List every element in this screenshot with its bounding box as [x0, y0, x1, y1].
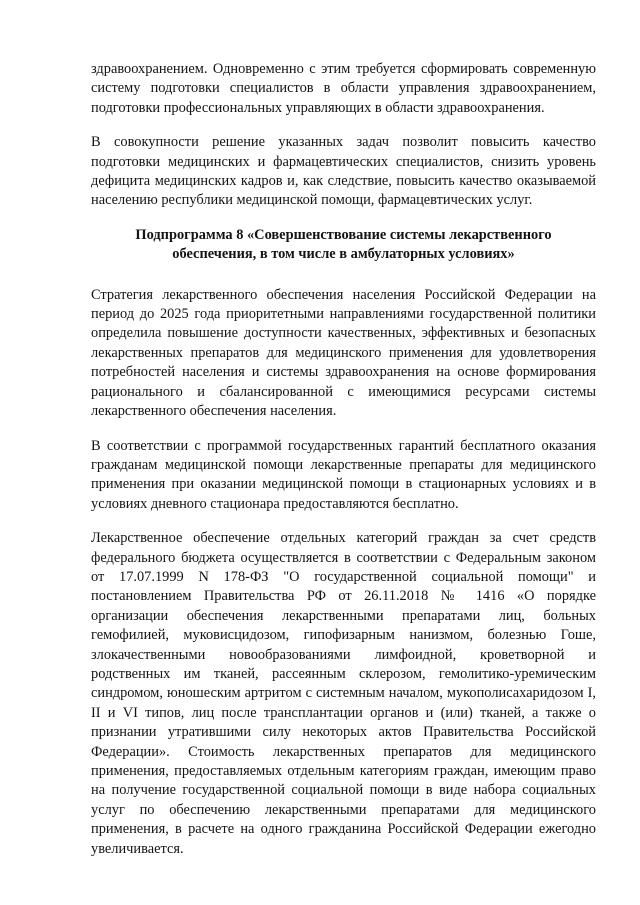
- section-heading-line: Подпрограмма 8 «Совершенствование системы лекарственного: [135, 226, 552, 243]
- document-page: [91, 60, 596, 874]
- paragraph: Лекарственное обеспечение отдельных категорий граждан за счет средств федерального бюджета осуществляется в соответствии с Федеральным законом от 17.07.1999 N 178-ФЗ "О государственной социальной помощи" и постановлением Правительства РФ от 26.11.2018 № 1416 «О порядке организации обеспечения лекарственными препаратами лиц, больных гемофилией, муковисцидозом, гипофизарным нанизмом, болезнью Гоше, злокачественными новообразованиями лимфоидной, кроветворной и родственных им тканей, рассеянным склерозом, гемолитико-уремическим синдромом, юношеским артритом с системным началом, мукополисахаридозом I, II и VI типов, лиц после трансплантации органов и (или) тканей, а также о признании утратившими силу некоторых актов Правительства Российской Федерации». Стоимость лекарственных препаратов для медицинского применения, предоставляемых отдельным категориям граждан, имеющим право на получение государственной социальной помощи в виде набора социальных услуг по обеспечению лекарственными препаратами для медицинского применения, в расчете на одного гражданина Российской Федерации ежегодно увеличивается.: [91, 530, 596, 857]
- section-heading-line: обеспечения, в том числе в амбулаторных условиях»: [172, 246, 515, 263]
- paragraph: Стратегия лекарственного обеспечения населения Российской Федерации на период до 2025 года приоритетными направлениями государственной политики определила повышение доступности качественных, эффективных и безопасных лекарственных препаратов для медицинского применения для удовлетворения потребностей населения и системы здравоохранения на основе формирования рационального и сбалансированной с имеющимися ресурсами системы лекарственного обеспечения населения.: [91, 286, 596, 420]
- paragraph: В соответствии с программой государственных гарантий бесплатного оказания гражданам медицинской помощи лекарственные препараты для медицинского применения при оказании медицинской помощи в стационарных условиях и в условиях дневного стационара предоставляются бесплатно.: [91, 437, 596, 512]
- paragraph: здравоохранением. Одновременно с этим требуется сформировать современную систему подготовки специалистов в области управления здравоохранением, подготовки профессиональных управляющих в области здравоохранения.: [91, 61, 596, 116]
- section-heading: [91, 226, 596, 265]
- paragraph: В совокупности решение указанных задач позволит повысить качество подготовки медицинских и фармацевтических специалистов, снизить уровень дефицита медицинских кадров и, как следствие, повысить качество оказываемой населению республики медицинской помощи, фармацевтических услуг.: [91, 134, 596, 209]
